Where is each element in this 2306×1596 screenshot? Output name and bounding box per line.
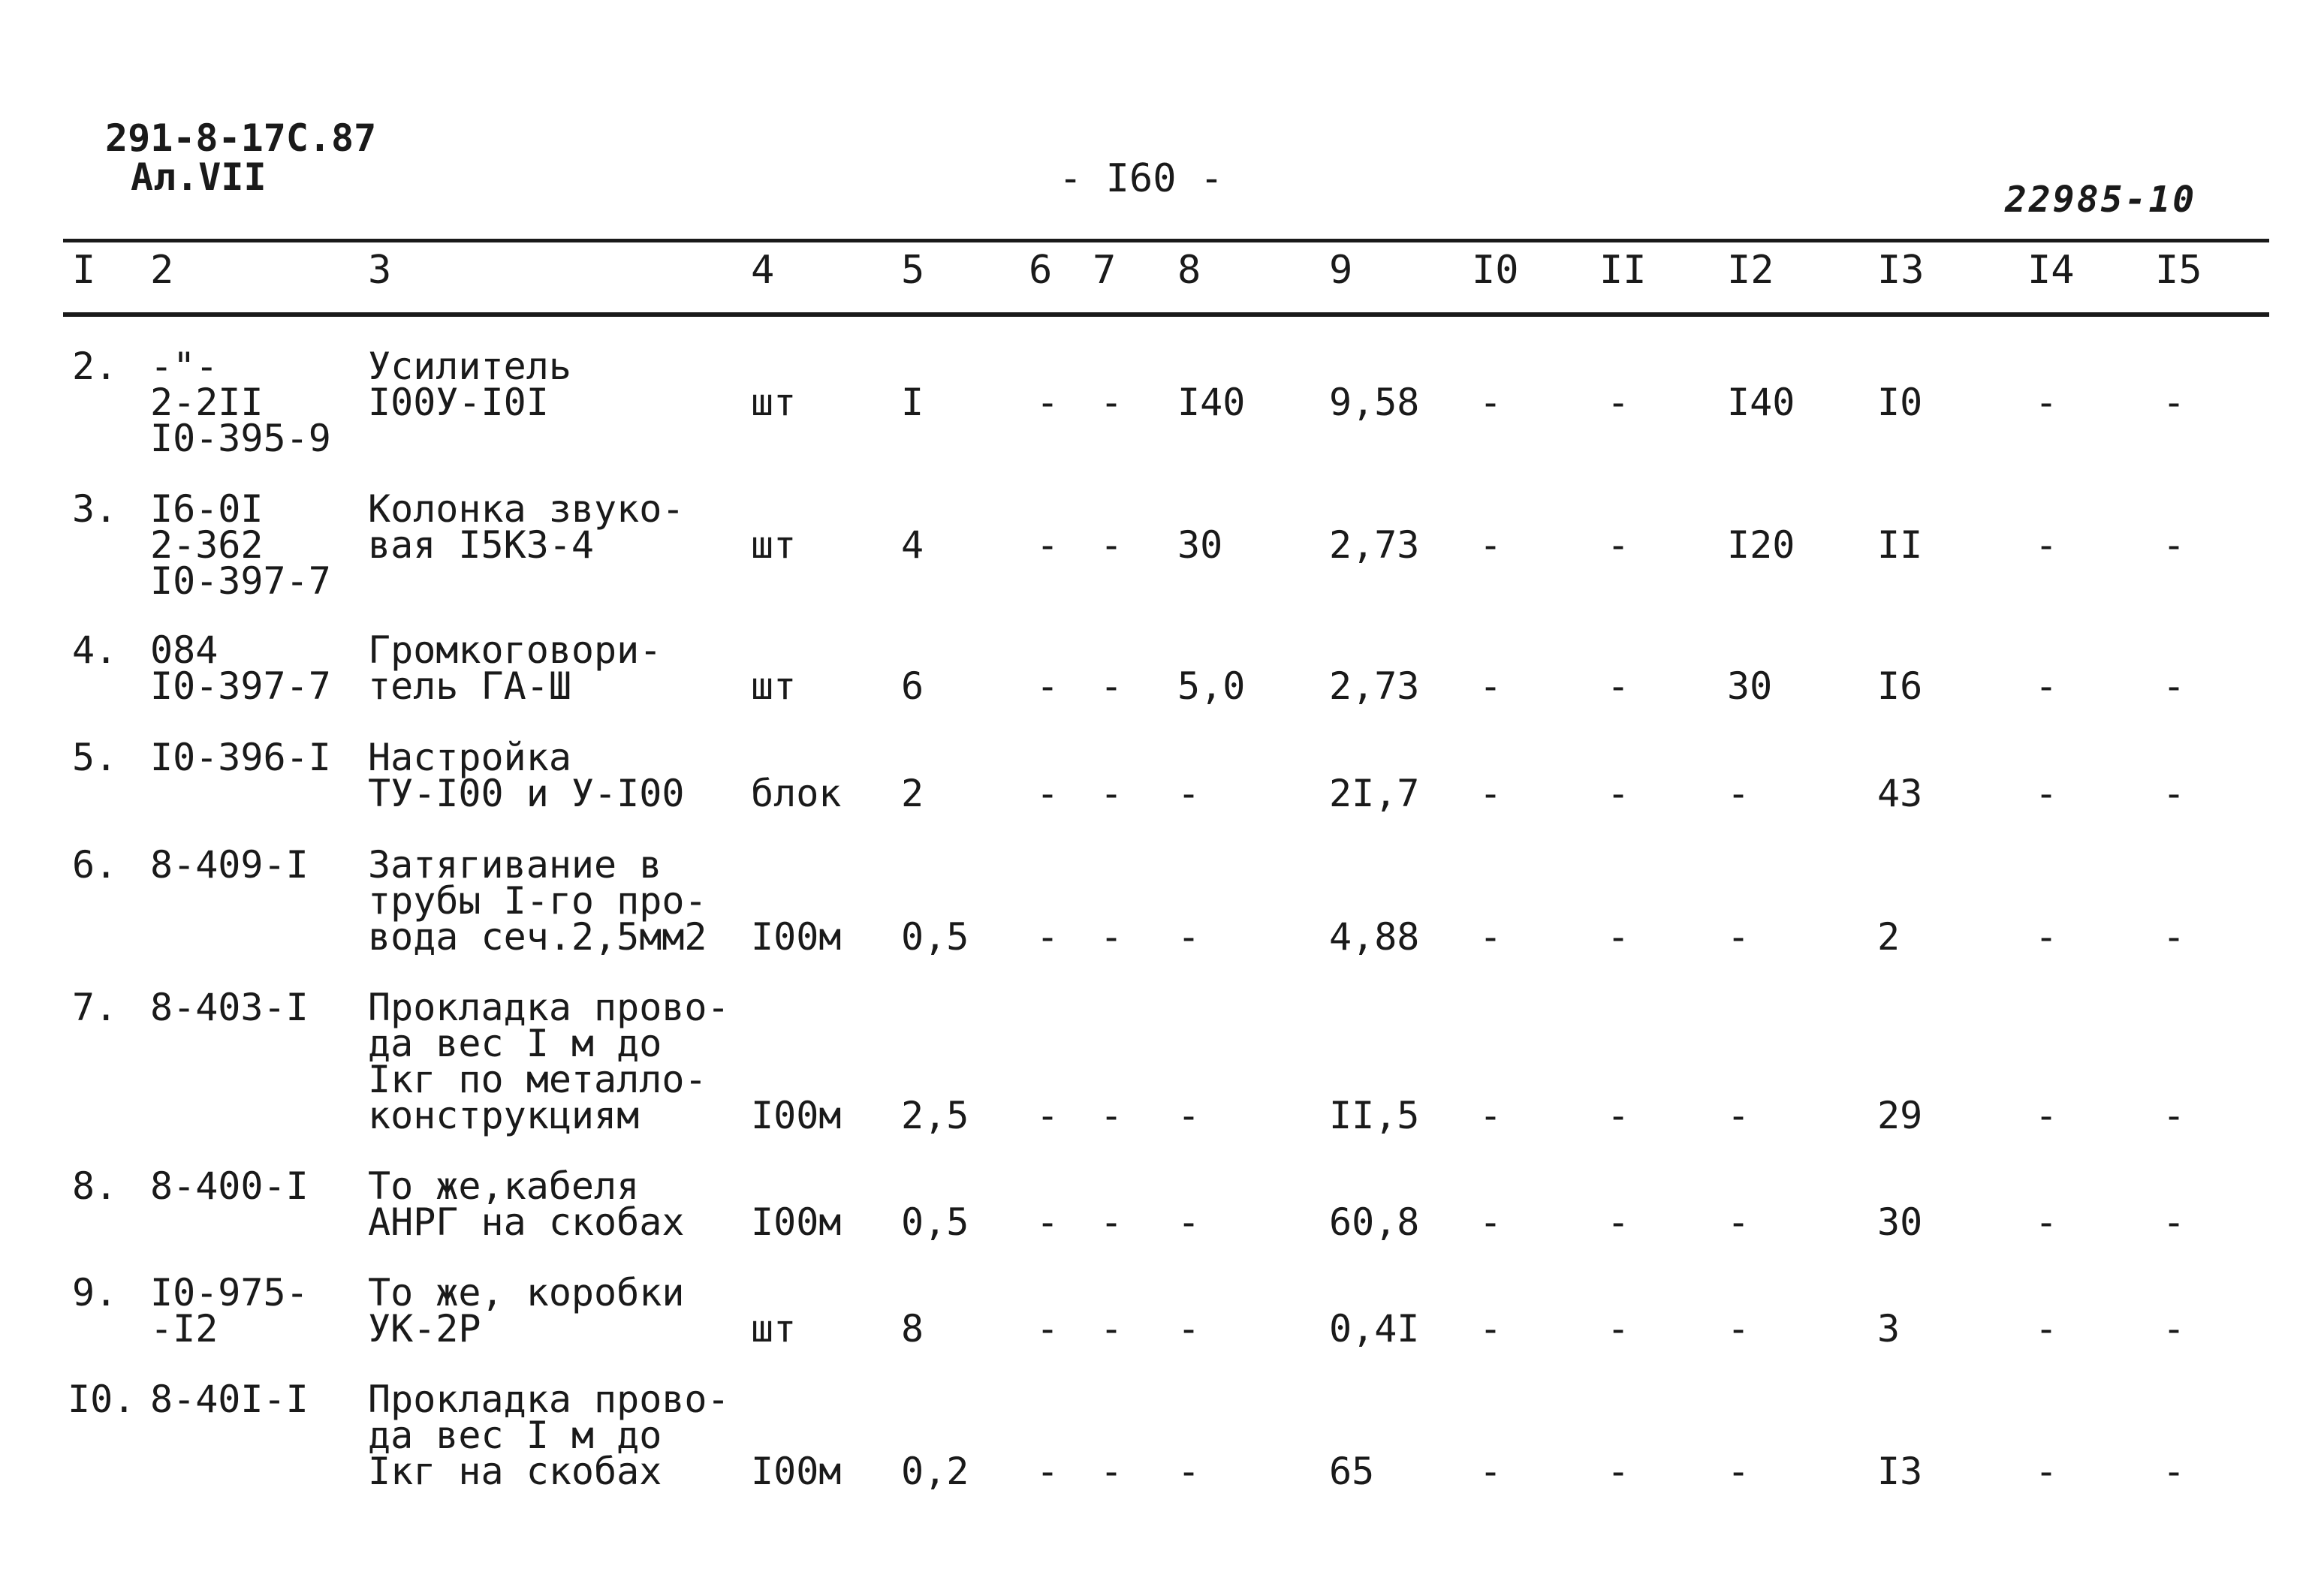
- col8: -: [1177, 1094, 1201, 1137]
- col10: -: [1479, 915, 1503, 959]
- work-name: То же, коробки УК-2Р: [368, 1271, 685, 1351]
- unit: блок: [751, 772, 842, 815]
- quantity: 0,2: [901, 1450, 969, 1493]
- col6: -: [1036, 523, 1060, 567]
- col9: 2I,7: [1329, 772, 1420, 815]
- unit: I00м: [751, 915, 842, 959]
- col13: 30: [1877, 1200, 1923, 1244]
- col9: II,5: [1329, 1094, 1420, 1137]
- row-number: I0.: [68, 1378, 136, 1421]
- col7: -: [1100, 1307, 1123, 1351]
- work-name: Прокладка прово- да вес I м до Iкг по металло- конструкциям: [368, 986, 730, 1137]
- column-header-2: 2: [150, 248, 174, 293]
- page-number: - I60 -: [1059, 156, 1224, 201]
- col9: 9,58: [1329, 381, 1420, 424]
- col14: -: [2035, 523, 2058, 567]
- col7: -: [1100, 1200, 1123, 1244]
- col9: 2,73: [1329, 664, 1420, 708]
- col12: -: [1727, 1200, 1750, 1244]
- col8: I40: [1177, 381, 1246, 424]
- col11: -: [1607, 772, 1630, 815]
- col10: -: [1479, 381, 1503, 424]
- column-header-3: 3: [368, 248, 392, 293]
- col10: -: [1479, 1450, 1503, 1493]
- col11: -: [1607, 1200, 1630, 1244]
- col10: -: [1479, 1200, 1503, 1244]
- norm-code: I6-0I 2-362 I0-397-7: [150, 487, 331, 603]
- col9: 2,73: [1329, 523, 1420, 567]
- col15: -: [2163, 915, 2186, 959]
- norm-code: 8-409-I: [150, 843, 309, 887]
- row-number: 3.: [72, 487, 118, 531]
- col8: 5,0: [1177, 664, 1246, 708]
- work-name: Колонка звуко- вая I5КЗ-4: [368, 487, 685, 567]
- col15: -: [2163, 381, 2186, 424]
- col13: I6: [1877, 664, 1923, 708]
- column-header-4: 4: [751, 248, 775, 293]
- column-header-9: 9: [1329, 248, 1353, 293]
- col12: 30: [1727, 664, 1773, 708]
- col6: -: [1036, 772, 1060, 815]
- unit: шт: [751, 1307, 797, 1351]
- col15: -: [2163, 1450, 2186, 1493]
- column-header-6: 6: [1029, 248, 1053, 293]
- quantity: I: [901, 381, 924, 424]
- col11: -: [1607, 1094, 1630, 1137]
- column-header-13: I3: [1877, 248, 1925, 293]
- col15: -: [2163, 664, 2186, 708]
- row-number: 4.: [72, 628, 118, 672]
- norm-code: I0-975- -I2: [150, 1271, 309, 1351]
- col8: -: [1177, 1307, 1201, 1351]
- col7: -: [1100, 664, 1123, 708]
- col6: -: [1036, 915, 1060, 959]
- column-header-15: I5: [2155, 248, 2202, 293]
- work-name: Громкоговори- тель ГА-Ш: [368, 628, 662, 708]
- col7: -: [1100, 1094, 1123, 1137]
- col6: -: [1036, 1094, 1060, 1137]
- col15: -: [2163, 523, 2186, 567]
- col13: 29: [1877, 1094, 1923, 1137]
- row-number: 7.: [72, 986, 118, 1029]
- quantity: 4: [901, 523, 924, 567]
- col12: -: [1727, 1307, 1750, 1351]
- quantity: 8: [901, 1307, 924, 1351]
- unit: шт: [751, 381, 797, 424]
- col8: 30: [1177, 523, 1223, 567]
- col9: 0,4I: [1329, 1307, 1420, 1351]
- col13: I3: [1877, 1450, 1923, 1493]
- column-header-7: 7: [1093, 248, 1117, 293]
- row-number: 8.: [72, 1164, 118, 1208]
- unit: I00м: [751, 1200, 842, 1244]
- col14: -: [2035, 381, 2058, 424]
- col14: -: [2035, 1307, 2058, 1351]
- col14: -: [2035, 664, 2058, 708]
- col7: -: [1100, 523, 1123, 567]
- col8: -: [1177, 772, 1201, 815]
- col11: -: [1607, 1450, 1630, 1493]
- work-name: Настройка ТУ-I00 и У-I00: [368, 736, 685, 815]
- col6: -: [1036, 664, 1060, 708]
- col11: -: [1607, 523, 1630, 567]
- row-number: 6.: [72, 843, 118, 887]
- col12: I40: [1727, 381, 1795, 424]
- col12: -: [1727, 772, 1750, 815]
- col14: -: [2035, 1094, 2058, 1137]
- work-name: Усилитель I00У-I0I: [368, 345, 571, 424]
- col6: -: [1036, 1200, 1060, 1244]
- row-number: 2.: [72, 345, 118, 388]
- row-number: 5.: [72, 736, 118, 779]
- norm-code: I0-396-I: [150, 736, 331, 779]
- archive-number: 22985-10: [2005, 179, 2197, 221]
- table-top-rule: [63, 239, 2269, 242]
- quantity: 0,5: [901, 1200, 969, 1244]
- col10: -: [1479, 523, 1503, 567]
- col7: -: [1100, 772, 1123, 815]
- col6: -: [1036, 1450, 1060, 1493]
- work-name: То же,кабеля АНРГ на скобах: [368, 1164, 685, 1244]
- col10: -: [1479, 1307, 1503, 1351]
- col14: -: [2035, 772, 2058, 815]
- col7: -: [1100, 915, 1123, 959]
- col9: 4,88: [1329, 915, 1420, 959]
- col8: -: [1177, 1200, 1201, 1244]
- col9: 65: [1329, 1450, 1375, 1493]
- col10: -: [1479, 1094, 1503, 1137]
- col10: -: [1479, 664, 1503, 708]
- col14: -: [2035, 915, 2058, 959]
- col11: -: [1607, 381, 1630, 424]
- column-header-12: I2: [1727, 248, 1774, 293]
- col11: -: [1607, 915, 1630, 959]
- album-label: Ал.VII: [131, 155, 267, 199]
- col15: -: [2163, 772, 2186, 815]
- norm-code: 8-403-I: [150, 986, 309, 1029]
- col7: -: [1100, 381, 1123, 424]
- col6: -: [1036, 381, 1060, 424]
- unit: I00м: [751, 1094, 842, 1137]
- col9: 60,8: [1329, 1200, 1420, 1244]
- col15: -: [2163, 1094, 2186, 1137]
- col11: -: [1607, 664, 1630, 708]
- col15: -: [2163, 1307, 2186, 1351]
- col7: -: [1100, 1450, 1123, 1493]
- work-name: Прокладка прово- да вес I м до Iкг на скобах: [368, 1378, 730, 1493]
- column-header-14: I4: [2027, 248, 2075, 293]
- col10: -: [1479, 772, 1503, 815]
- col14: -: [2035, 1200, 2058, 1244]
- quantity: 6: [901, 664, 924, 708]
- column-header-1: I: [72, 248, 96, 293]
- col8: -: [1177, 915, 1201, 959]
- column-header-11: II: [1599, 248, 1647, 293]
- unit: шт: [751, 664, 797, 708]
- column-header-10: I0: [1472, 248, 1519, 293]
- col11: -: [1607, 1307, 1630, 1351]
- column-header-8: 8: [1177, 248, 1201, 293]
- document-code: 291-8-17С.87: [105, 116, 377, 160]
- col13: 43: [1877, 772, 1923, 815]
- col12: I20: [1727, 523, 1795, 567]
- quantity: 0,5: [901, 915, 969, 959]
- work-name: Затягивание в трубы I-го про- вода сеч.2,5мм2: [368, 843, 707, 959]
- quantity: 2,5: [901, 1094, 969, 1137]
- norm-code: 8-40I-I: [150, 1378, 309, 1421]
- col12: -: [1727, 1450, 1750, 1493]
- unit: шт: [751, 523, 797, 567]
- col12: -: [1727, 915, 1750, 959]
- norm-code: -"- 2-2II I0-395-9: [150, 345, 331, 460]
- col13: 3: [1877, 1307, 1901, 1351]
- col6: -: [1036, 1307, 1060, 1351]
- norm-code: 8-400-I: [150, 1164, 309, 1208]
- row-number: 9.: [72, 1271, 118, 1314]
- column-header-5: 5: [901, 248, 925, 293]
- col15: -: [2163, 1200, 2186, 1244]
- unit: I00м: [751, 1450, 842, 1493]
- table-header-bottom-rule: [63, 312, 2269, 317]
- quantity: 2: [901, 772, 924, 815]
- col13: 2: [1877, 915, 1901, 959]
- col13: II: [1877, 523, 1923, 567]
- col13: I0: [1877, 381, 1923, 424]
- col8: -: [1177, 1450, 1201, 1493]
- norm-code: 084 I0-397-7: [150, 628, 331, 708]
- col12: -: [1727, 1094, 1750, 1137]
- col14: -: [2035, 1450, 2058, 1493]
